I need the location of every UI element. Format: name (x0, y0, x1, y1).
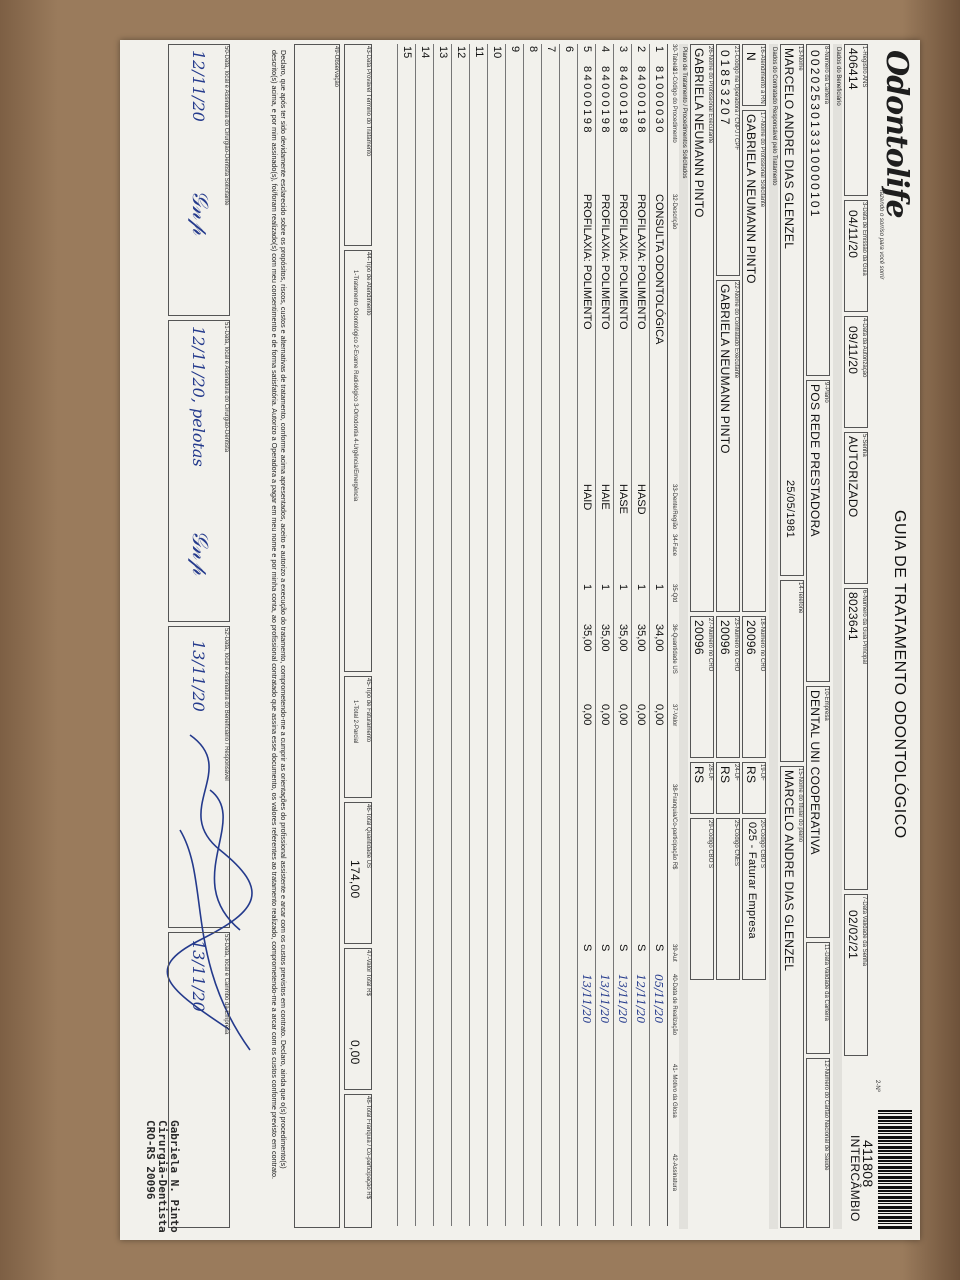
procedure-regiao: HASD (635, 484, 647, 515)
procedure-row (577, 44, 596, 1226)
stamp-line-title: Cirurgiã-Dentista (156, 1120, 169, 1233)
contratado-exec-value: GABRIELA NEUMANN PINTO (718, 284, 732, 454)
atendimento-rn-label: 16-Atendimento a RN (759, 46, 765, 104)
procedure-regiao: HASE (617, 484, 629, 514)
prof-exec-value: GABRIELA NEUMANN PINTO (692, 48, 706, 218)
empty-procedure-row (397, 44, 416, 1226)
odontolife-logo: Odontolife (879, 50, 914, 218)
registro-ans-value: 406414 (846, 48, 860, 90)
cbo-value: 025 - Faturar Empresa (746, 822, 758, 939)
procedure-descricao: PROFILAXIA: POLIMENTO (599, 194, 611, 330)
cro-prof-value: 20096 (692, 620, 706, 655)
guia-principal-label: 6-Número da Guia Principal (861, 590, 867, 665)
procedure-aut: S (653, 944, 665, 952)
empresa-label: 10-Empresa (823, 688, 829, 721)
prof-exec-label: 26-Nome do Profissional Executante (707, 46, 713, 144)
column-header: 37-Valor (671, 704, 677, 727)
data-51-handwritten: 12/11/20, pelotas (189, 326, 208, 467)
validade-carteira-label: 11-Data Validade da Carteira (823, 944, 829, 1021)
data-50-handwritten: 12/11/20 (189, 50, 208, 122)
procedure-qtd: 1 (599, 584, 611, 591)
cbo-label: 20-Código CBO S (759, 820, 765, 869)
cro-exec-label: 23-Número no CRO (733, 618, 739, 672)
procedure-aut: S (599, 944, 611, 952)
column-header: 34-Face (671, 534, 677, 557)
registro-ans-label: 1-Registro ANS (861, 46, 867, 88)
procedures-header (667, 44, 678, 1226)
total-us-value: 174,00 (348, 860, 362, 899)
procedure-n: 5 (581, 46, 593, 53)
cro-label: 18-Número no CRO (759, 618, 765, 672)
procedure-n: 10 (491, 46, 503, 59)
dental-treatment-guide-form (120, 40, 920, 1240)
cns-label: 12-Número do Cartão Nacional de Saúde (823, 1060, 829, 1171)
procedure-aut: S (581, 944, 593, 952)
tipo-atendimento-label: 44-Tipo de Atendimento (365, 252, 371, 316)
atendimento-rn-value: N (744, 52, 758, 61)
procedure-data: 13/11/20 (580, 974, 593, 1024)
column-header: 32-Descrição (671, 194, 677, 230)
beneficiario-section: Dados do Beneficiário (833, 44, 842, 1229)
prof-solicitante-label: 17-Nome do Profissional Solicitante (759, 112, 765, 208)
procedure-n: 3 (617, 46, 629, 53)
total-us-label: 46-Total Quantidade US (365, 804, 371, 869)
procedure-aut: S (635, 944, 647, 952)
procedure-us: 35,00 (581, 624, 593, 652)
data-prevista-label: 43-Data Provável Término do Tratamento (365, 46, 371, 157)
dentist-stamp (144, 1120, 180, 1235)
procedure-qtd: 1 (635, 584, 647, 591)
procedure-valor: 0,00 (617, 704, 629, 726)
empty-procedure-row (469, 44, 488, 1226)
procedures-section: Plano de Tratamento / Procedimentos Solicitados (679, 44, 688, 1229)
nome-label: 13-Nome (797, 46, 803, 71)
guide-number: 411808 (860, 1140, 876, 1188)
declaration-text: Declaro, que após ter sido devidamente esclarecido sobre os propósitos, riscos, custos e alternativas de tratamento, conforme acima apresentados, aceito e autorizo a execução do tratamento, comprometendo-me a cumprir as orientações do profissional assistente e arcar com os custos previstos em contrato. Declaro, ainda que o(s) procedimento(s) descrito(s) acima, e por mim assinado(s), foi/foram realizado(s) com meu consentimento e de forma satisfatória. Autorizo a Operadora a pagar em meu nome e por minha conta, ao profissional contratado que assina esse documento, os valores referentes ao tratamento realizado, comprometendo-me a arcar com os custos conforme previsto em contrato. (270, 50, 288, 1179)
data-autorizacao-value: 09/11/20 (846, 326, 860, 375)
empty-procedure-row (505, 44, 524, 1226)
data-autorizacao-label: 4-Data da Autorização (861, 318, 867, 378)
empty-procedure-row (415, 44, 434, 1226)
prof-solicitante-value: GABRIELA NEUMANN PINTO (744, 114, 758, 284)
procedure-valor: 0,00 (653, 704, 665, 726)
procedure-valor: 0,00 (599, 704, 611, 726)
empty-procedure-row (487, 44, 506, 1226)
procedure-n: 8 (527, 46, 539, 53)
contratado-exec-label: 22-Nome do Contratado Executante (733, 282, 739, 379)
assin-cirurgiao-label: 51-Data, local e Assinatura do Cirurgião-Dentista (223, 322, 229, 453)
procedure-aut: S (617, 944, 629, 952)
procedure-codigo: 84000198 (599, 66, 611, 135)
tipo-faturamento-label: 45-Tipo de Faturamento (365, 678, 371, 743)
cod-operadora-label: 21-Código na Operadora / CNPJ / CPF (733, 46, 739, 151)
procedure-n: 13 (437, 46, 449, 59)
procedure-data: 13/11/20 (616, 974, 629, 1024)
assin-empresa-label: 53-Data, local e Carimbo da Empresa (223, 934, 229, 1035)
uf-prof-label: 28-UF (707, 764, 713, 781)
signature-50: 𝒢𝓃𝓅 (187, 190, 212, 235)
procedure-n: 1 (653, 46, 665, 53)
barcode (878, 1110, 912, 1230)
procedure-regiao: HAIE (599, 484, 611, 510)
procedure-codigo: 84000198 (635, 66, 647, 135)
procedure-us: 34,00 (653, 624, 665, 652)
procedure-n: 9 (509, 46, 521, 53)
uf-exec-label: 24-UF (733, 764, 739, 781)
procedure-qtd: 1 (653, 584, 665, 591)
valor-total-value: 0,00 (348, 1040, 362, 1065)
cro-exec-value: 20096 (718, 620, 732, 655)
observacao-box (294, 44, 340, 1228)
column-header: 35-Qtd (671, 584, 677, 603)
column-header: 38-Franquia/Co-participação R$ (671, 784, 677, 870)
cod-operadora-value: 01853207 (718, 50, 732, 128)
plano-label: 9-Plano (823, 382, 829, 403)
telefone-label: 14-Telefone (797, 582, 803, 614)
form-title: GUIA DE TRATAMENTO ODONTOLÓGICO (891, 510, 908, 839)
contratado-section: Dados do Contratado Responsável pelo Tratamento (769, 44, 778, 1229)
uf-exec-value: RS (718, 766, 732, 784)
empty-procedure-row (451, 44, 470, 1226)
data-emissao-value: 04/11/20 (846, 210, 860, 259)
column-header: 42-Assinatura (671, 1154, 677, 1192)
procedure-qtd: 1 (617, 584, 629, 591)
empresa-value: DENTAL UNI COOPERATIVA (808, 690, 822, 855)
tipo-atendimento-options: 1-Tratamento Odontológico 2-Exame Radiológico 3-Ortodontia 4-Urgência/Emergência (352, 270, 358, 502)
procedure-descricao: CONSULTA ODONTOLÓGICA (653, 194, 665, 345)
procedure-valor: 0,00 (581, 704, 593, 726)
cnes-label: 25-Código CNES (733, 820, 739, 867)
guide-type: INTERCÂMBIO (848, 1135, 862, 1222)
column-header: 40-Data de Realização (671, 974, 677, 1036)
titular-label: 15-Nome do titular do plano (797, 768, 803, 843)
uf-label: 19-UF (759, 764, 765, 781)
assin-beneficiario-label: 52-Data, local e Assinatura do Beneficiário / Responsável (223, 628, 229, 781)
titular-value: MARCELO ANDRE DIAS GLENZEL (782, 770, 796, 972)
status-value: AUTORIZADO (846, 436, 860, 518)
column-header: 39-Aut (671, 944, 677, 962)
procedure-data: 05/11/20 (652, 974, 665, 1024)
empty-procedure-row (523, 44, 542, 1226)
data-emissao-label: 3-Data de Emissão da Guia (861, 202, 867, 276)
procedure-us: 35,00 (599, 624, 611, 652)
procedure-n: 11 (473, 46, 485, 58)
plano-value: POS REDE PRESTADORA (808, 384, 822, 537)
procedure-n: 6 (563, 46, 575, 53)
empty-procedure-row (559, 44, 578, 1226)
observacao-label: 49-Observação (333, 46, 339, 88)
empty-procedure-row (433, 44, 452, 1226)
procedures-table (378, 40, 668, 1230)
procedure-data: 12/11/20 (634, 974, 647, 1024)
procedure-valor: 0,00 (635, 704, 647, 726)
procedure-descricao: PROFILAXIA: POLIMENTO (581, 194, 593, 330)
procedure-n: 7 (545, 46, 557, 53)
column-header: 30-Tabela (671, 44, 677, 71)
procedure-codigo: 81000030 (653, 66, 665, 135)
procedure-data: 13/11/20 (598, 974, 611, 1024)
procedure-us: 35,00 (617, 624, 629, 652)
page-marker: 2-Nº (874, 1080, 880, 1092)
cro-value: 20096 (744, 620, 758, 655)
guia-principal-value: 8023641 (846, 592, 860, 641)
validade-senha-label: 7-Data Validade da Senha (861, 896, 867, 966)
uf-prof-value: RS (692, 766, 706, 784)
validade-senha-value: 02/02/21 (846, 910, 860, 960)
procedure-regiao: HAID (581, 484, 593, 511)
column-header: 41- Motivo da Glosa (671, 1064, 677, 1118)
procedure-codigo: 84000198 (581, 66, 593, 135)
logo-slogan: fazendo o sorriso para você sorrir (878, 190, 884, 280)
carteira-value: 0020253013310000101 (808, 50, 822, 219)
tipo-faturamento-options: 1-Total 2-Parcial (352, 700, 358, 744)
procedure-qtd: 1 (581, 584, 593, 591)
cbo-prof-label: 29-Código CBO S (707, 820, 713, 869)
procedure-row (631, 44, 650, 1226)
data-53-handwritten: 13/11/20 (189, 940, 208, 1012)
column-header: 33-Dente/Região (671, 484, 677, 530)
procedure-n: 4 (599, 46, 611, 53)
procedure-n: 12 (455, 46, 467, 59)
procedure-n: 2 (635, 46, 647, 53)
valor-total-label: 47-Valor Total R$ (365, 950, 371, 996)
procedure-n: 14 (419, 46, 431, 59)
uf-value: RS (744, 766, 758, 784)
nome-value: MARCELO ANDRE DIAS GLENZEL (782, 48, 796, 250)
column-header: 36-Quantidade US (671, 624, 677, 674)
signature-51: 𝒢𝓃𝓅 (187, 530, 212, 575)
procedure-descricao: PROFILAXIA: POLIMENTO (635, 194, 647, 330)
stamp-line-cro: CRO-RS 20096 (144, 1120, 157, 1200)
procedure-row (613, 44, 632, 1226)
procedure-row (595, 44, 614, 1226)
status-label: 5-Senha (861, 434, 867, 457)
data-52-handwritten: 13/11/20 (189, 640, 208, 712)
procedure-row (649, 44, 668, 1226)
assin-solicitante-label: 50-Data, local e Assinatura do Cirurgião-Dentista Solicitante (223, 46, 229, 206)
empty-procedure-row (541, 44, 560, 1226)
carteira-label: 8-Número da Carteira (823, 46, 829, 105)
column-header: 31-Código do Procedimento (671, 68, 677, 143)
stamp-line-name: Gabriela N. Pinto (168, 1120, 181, 1233)
procedure-n: 15 (401, 46, 413, 59)
procedure-us: 35,00 (635, 624, 647, 652)
procedure-descricao: PROFILAXIA: POLIMENTO (617, 194, 629, 330)
cro-prof-label: 27-Número no CRO (707, 618, 713, 672)
total-franquia-label: 48-Total Franquia / Co-participação R$ (365, 1096, 371, 1200)
nascimento-value: 25/05/1981 (784, 480, 796, 539)
procedure-codigo: 84000198 (617, 66, 629, 135)
